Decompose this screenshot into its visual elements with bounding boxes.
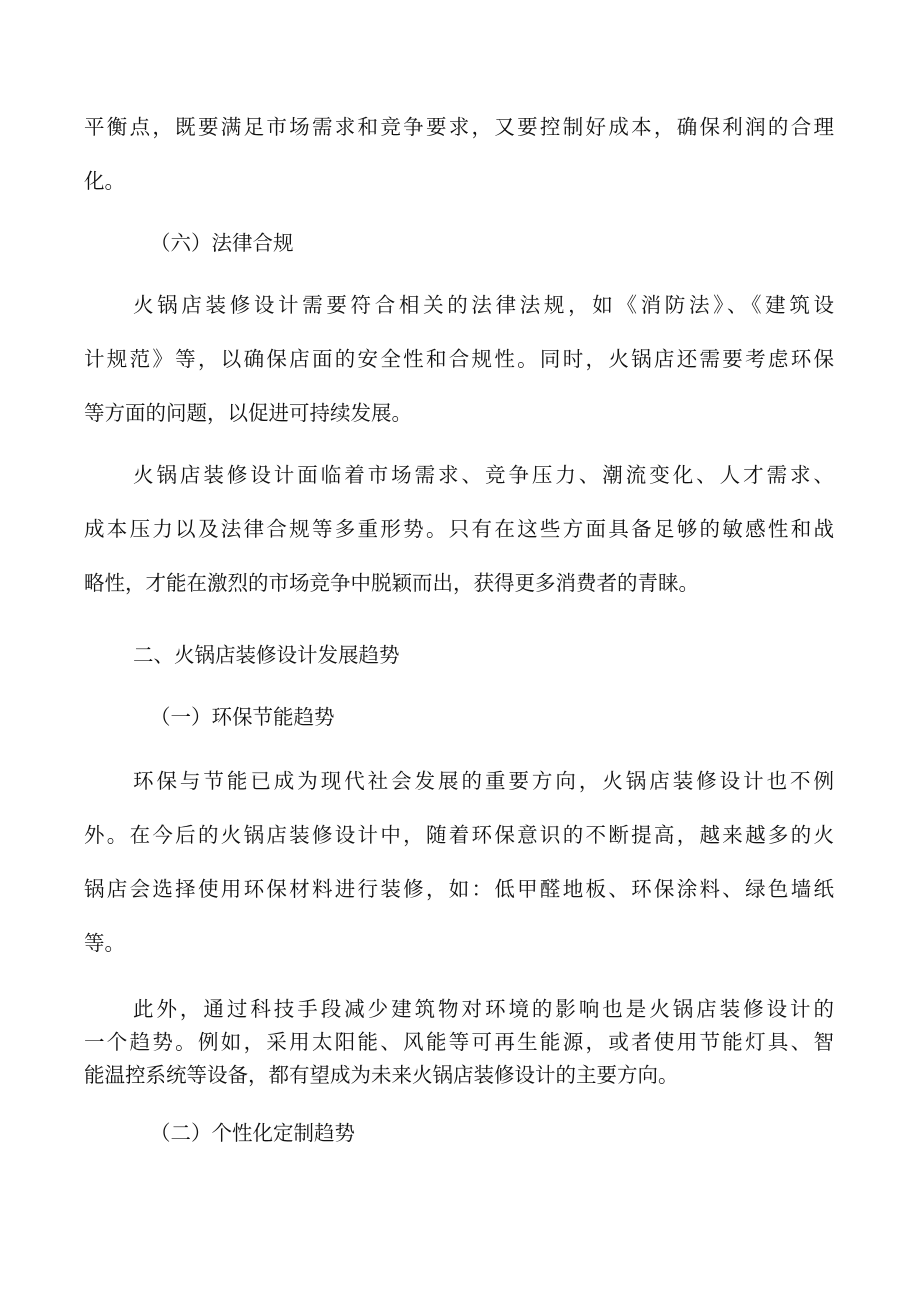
paragraph-line: 火锅店装修设计需要符合相关的法律法规，如《消防法》、《建筑设: [133, 293, 834, 317]
paragraph-line: 计规范》等，以确保店面的安全性和合规性。同时，火锅店还需要考虑环保: [84, 347, 834, 371]
subsection-heading-custom: （二）个性化定制趋势: [150, 1121, 355, 1145]
section-heading: 二、火锅店装修设计发展趋势: [133, 643, 400, 667]
paragraph-line: 外。在今后的火锅店装修设计中，随着环保意识的不断提高，越来越多的火: [84, 823, 834, 847]
paragraph-line: 等。: [84, 931, 125, 955]
paragraph-line: 成本压力以及法律合规等多重形势。只有在这些方面具备足够的敏感性和战: [84, 517, 834, 541]
paragraph-line: 平衡点，既要满足市场需求和竞争要求，又要控制好成本，确保利润的合理: [84, 115, 834, 139]
paragraph-line: 火锅店装修设计面临着市场需求、竞争压力、潮流变化、人才需求、: [133, 463, 834, 487]
paragraph-line: 略性，才能在激烈的市场竞争中脱颖而出，获得更多消费者的青睐。: [84, 571, 699, 595]
paragraph-line: 锅店会选择使用环保材料进行装修，如：低甲醛地板、环保涂料、绿色墙纸: [84, 877, 834, 901]
subsection-heading-legal: （六）法律合规: [150, 231, 294, 255]
subsection-heading-eco: （一）环保节能趋势: [150, 705, 335, 729]
paragraph-line: 环保与节能已成为现代社会发展的重要方向，火锅店装修设计也不例: [133, 769, 834, 793]
paragraph-line: 此外，通过科技手段减少建筑物对环境的影响也是火锅店装修设计的: [133, 997, 834, 1021]
paragraph-line: 等方面的问题，以促进可持续发展。: [84, 401, 412, 425]
paragraph-line: 能温控系统等设备，都有望成为未来火锅店装修设计的主要方向。: [84, 1063, 679, 1087]
paragraph-line: 一个趋势。例如，采用太阳能、风能等可再生能源，或者使用节能灯具、智: [84, 1030, 834, 1054]
paragraph-line: 化。: [84, 169, 125, 193]
